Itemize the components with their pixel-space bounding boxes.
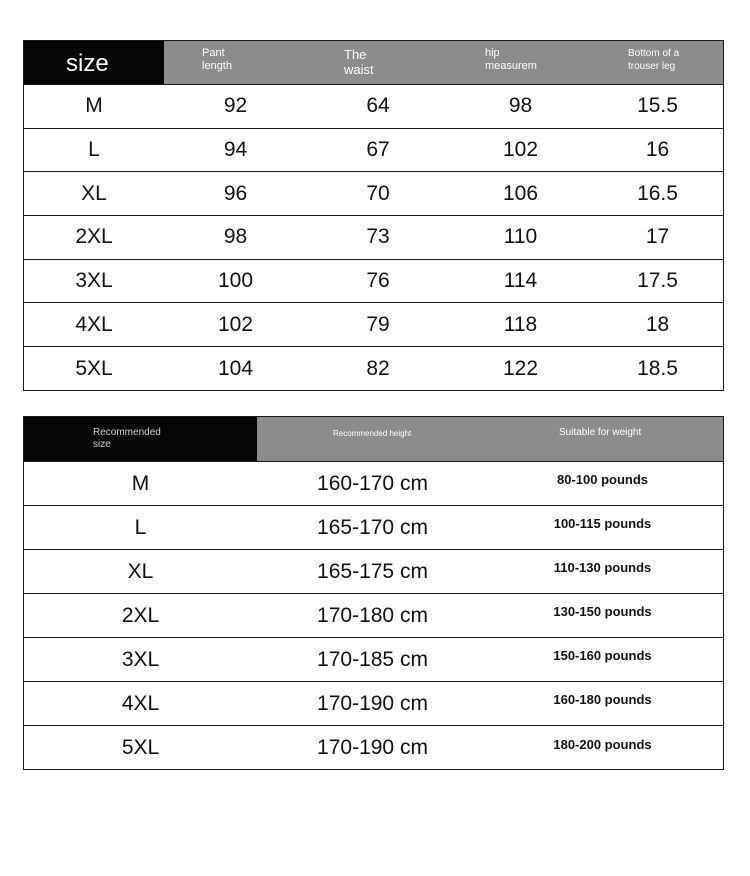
waist-cell: 79 [366, 312, 390, 336]
height-cell: 170-185 cm [317, 647, 428, 671]
header-bottom-label: Bottom of a trouser leg [628, 48, 680, 72]
size-cell: 5XL [75, 356, 113, 380]
bottom-cell: 17.5 [637, 269, 678, 293]
header-weight [488, 417, 723, 461]
waist-cell: 67 [366, 138, 390, 162]
header-pant-length [164, 41, 307, 84]
table-row [24, 506, 723, 550]
size-cell: 4XL [121, 691, 160, 715]
bottom-cell: 15.5 [637, 94, 678, 118]
header-recommended-size [24, 417, 257, 461]
pant-length-cell: 102 [217, 312, 254, 336]
bottom-cell: 18 [645, 312, 670, 336]
waist-cell: 70 [366, 181, 390, 205]
waist-cell: 82 [366, 356, 390, 380]
table-header-row [24, 417, 723, 462]
size-cell: 3XL [121, 647, 160, 671]
weight-cell [488, 550, 723, 593]
weight-value: 80-100 pounds [556, 472, 649, 487]
header-waist-label: The waist [344, 47, 374, 77]
table-row [24, 260, 723, 304]
header-size-label: size [66, 50, 109, 77]
pant-length-cell: 104 [217, 356, 254, 380]
header-size [24, 41, 164, 84]
size-cell: L [88, 138, 100, 162]
weight-cell [488, 638, 723, 681]
weight-value: 110-130 pounds [553, 560, 652, 575]
header-recommended-height [257, 417, 488, 461]
header-recommended-height-label: Recommended height [333, 429, 412, 438]
height-cell: 170-180 cm [317, 603, 428, 627]
weight-value: 100-115 pounds [553, 516, 652, 531]
table-row [24, 216, 723, 260]
size-cell: 2XL [121, 603, 160, 627]
header-weight-label: Suitable for weight [559, 427, 642, 438]
table-row [24, 726, 723, 770]
table-row [24, 129, 723, 173]
height-cell: 165-175 cm [317, 559, 428, 583]
size-measurement-table [23, 40, 724, 391]
size-cell: 5XL [121, 736, 160, 759]
table-row [24, 303, 723, 347]
hip-cell: 110 [503, 225, 538, 249]
waist-cell: 64 [366, 94, 390, 118]
weight-value: 180-200 pounds [553, 736, 652, 752]
hip-cell: 114 [503, 269, 538, 293]
size-cell: 4XL [75, 312, 113, 336]
table-header-row [24, 41, 723, 85]
weight-value: 150-160 pounds [553, 648, 652, 663]
height-cell: 170-190 cm [317, 691, 428, 715]
waist-cell: 76 [366, 269, 390, 293]
size-cell: M [131, 471, 150, 495]
pant-length-cell: 98 [223, 225, 248, 249]
header-bottom [592, 41, 723, 84]
hip-cell: 102 [502, 138, 539, 162]
weight-value: 160-180 pounds [553, 692, 652, 707]
weight-cell [488, 726, 723, 770]
table-row [24, 638, 723, 682]
weight-cell [488, 682, 723, 725]
height-cell: 165-170 cm [317, 515, 428, 539]
recommendation-table [23, 416, 724, 770]
table-row [24, 550, 723, 594]
bottom-cell: 18.5 [637, 356, 678, 380]
weight-cell [488, 506, 723, 549]
bottom-cell: 16.5 [637, 181, 678, 205]
height-cell: 160-170 cm [317, 471, 428, 495]
table-row [24, 172, 723, 216]
header-waist [307, 41, 449, 84]
hip-cell: 98 [508, 94, 533, 118]
table-row [24, 462, 723, 506]
weight-cell [488, 594, 723, 637]
size-cell: 3XL [75, 269, 113, 293]
size-cell: 2XL [75, 225, 113, 249]
header-hip-label: hip measurem [485, 47, 537, 72]
pant-length-cell: 94 [223, 138, 248, 162]
waist-cell: 73 [366, 225, 390, 249]
table-row [24, 682, 723, 726]
size-cell: XL [127, 559, 154, 583]
table-row [24, 85, 723, 129]
size-cell: XL [81, 181, 107, 205]
weight-value: 130-150 pounds [553, 604, 652, 619]
table-row [24, 594, 723, 638]
hip-cell: 118 [503, 312, 538, 336]
hip-cell: 122 [502, 356, 539, 380]
header-hip [449, 41, 592, 84]
bottom-cell: 17 [645, 225, 670, 249]
pant-length-cell: 92 [223, 94, 248, 118]
size-cell: L [134, 515, 147, 539]
hip-cell: 106 [502, 181, 539, 205]
size-cell: M [85, 94, 103, 118]
header-pant-length-label: Pant length [202, 47, 232, 72]
header-recommended-size-label: Recommended size [93, 427, 161, 450]
bottom-cell: 16 [645, 138, 670, 162]
weight-cell [488, 462, 723, 505]
pant-length-cell: 96 [223, 181, 248, 205]
table-row [24, 347, 723, 391]
height-cell: 170-190 cm [317, 736, 428, 759]
pant-length-cell: 100 [217, 269, 254, 293]
